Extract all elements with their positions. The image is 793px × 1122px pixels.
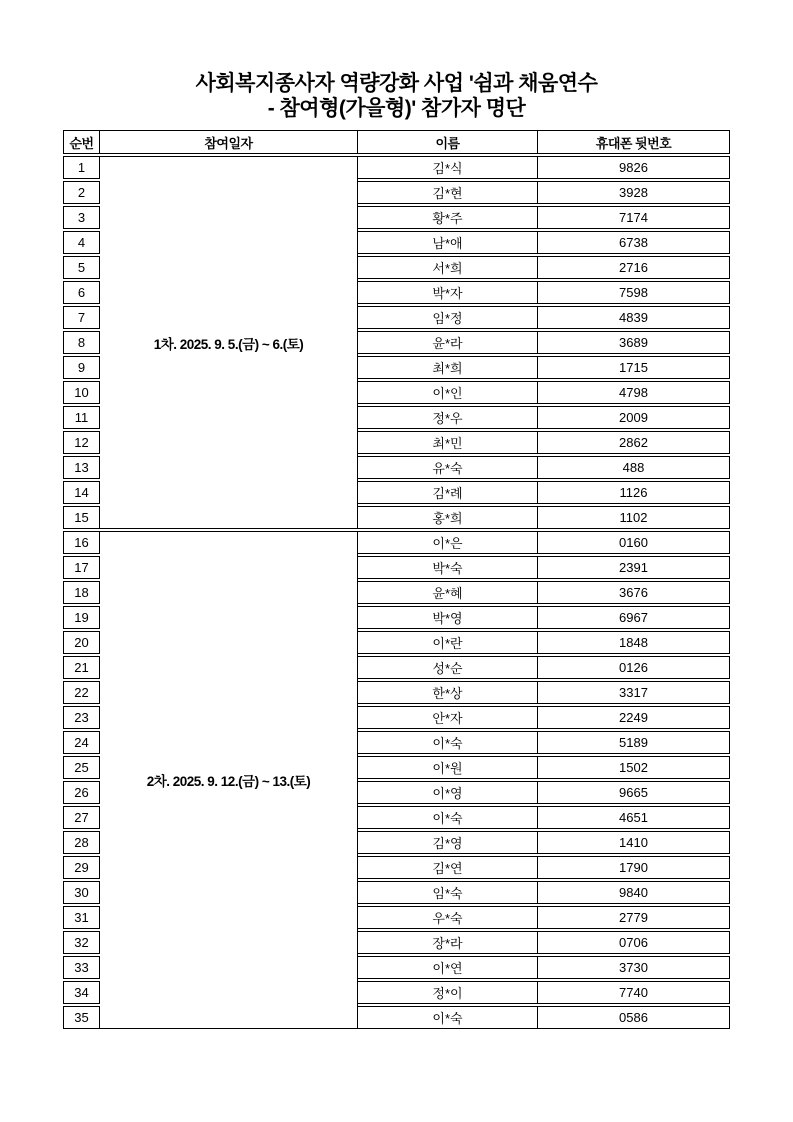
participant-name: 박*영 (358, 606, 538, 629)
participant-phone: 7740 (538, 981, 730, 1004)
row-number: 13 (63, 456, 100, 479)
row-number: 6 (63, 281, 100, 304)
participants-table (63, 128, 730, 1031)
participant-name: 성*순 (358, 656, 538, 679)
participant-phone: 9826 (538, 156, 730, 179)
row-number: 17 (63, 556, 100, 579)
participant-name: 정*우 (358, 406, 538, 429)
participant-phone: 0160 (538, 531, 730, 554)
participant-phone: 1410 (538, 831, 730, 854)
participant-name: 임*정 (358, 306, 538, 329)
participant-phone: 9665 (538, 781, 730, 804)
row-number: 26 (63, 781, 100, 804)
participant-name: 임*숙 (358, 881, 538, 904)
participant-name: 홍*희 (358, 506, 538, 529)
session-date-cell: 1차. 2025. 9. 5.(금) ~ 6.(토) (100, 156, 358, 529)
participant-name: 윤*혜 (358, 581, 538, 604)
participant-phone: 3928 (538, 181, 730, 204)
header-name: 이름 (358, 130, 538, 154)
participant-phone: 2249 (538, 706, 730, 729)
row-number: 34 (63, 981, 100, 1004)
row-number: 8 (63, 331, 100, 354)
participant-name: 서*희 (358, 256, 538, 279)
participant-name: 이*영 (358, 781, 538, 804)
row-number: 12 (63, 431, 100, 454)
page-title-line1: 사회복지종사자 역량강화 사업 '쉼과 채움연수 (195, 72, 598, 95)
participant-name: 장*라 (358, 931, 538, 954)
participant-name: 안*자 (358, 706, 538, 729)
participant-name: 최*희 (358, 356, 538, 379)
table-row (63, 156, 730, 179)
participant-phone: 2009 (538, 406, 730, 429)
participant-name: 이*은 (358, 531, 538, 554)
participant-phone: 3317 (538, 681, 730, 704)
row-number: 29 (63, 856, 100, 879)
participant-phone: 6738 (538, 231, 730, 254)
participant-phone: 1848 (538, 631, 730, 654)
row-number: 2 (63, 181, 100, 204)
participant-phone: 0586 (538, 1006, 730, 1029)
participant-name: 유*숙 (358, 456, 538, 479)
participant-phone: 7174 (538, 206, 730, 229)
participant-phone: 488 (538, 456, 730, 479)
page-title (0, 0, 793, 121)
row-number: 22 (63, 681, 100, 704)
participant-name: 김*영 (358, 831, 538, 854)
participant-name: 정*이 (358, 981, 538, 1004)
participant-phone: 4839 (538, 306, 730, 329)
session-date-cell: 2차. 2025. 9. 12.(금) ~ 13.(토) (100, 531, 358, 1029)
row-number: 33 (63, 956, 100, 979)
participant-name: 박*자 (358, 281, 538, 304)
participant-phone: 9840 (538, 881, 730, 904)
row-number: 35 (63, 1006, 100, 1029)
participant-name: 김*현 (358, 181, 538, 204)
participant-name: 이*숙 (358, 731, 538, 754)
participant-name: 최*민 (358, 431, 538, 454)
header-phone: 휴대폰 뒷번호 (538, 130, 730, 154)
participant-phone: 2391 (538, 556, 730, 579)
row-number: 7 (63, 306, 100, 329)
participant-phone: 1102 (538, 506, 730, 529)
participant-phone: 1126 (538, 481, 730, 504)
participant-phone: 3676 (538, 581, 730, 604)
header-date: 참여일자 (100, 130, 358, 154)
page-title-line2: - 참여형(가을형)' 참가자 명단 (267, 97, 526, 120)
row-number: 14 (63, 481, 100, 504)
participant-phone: 2862 (538, 431, 730, 454)
participant-name: 한*상 (358, 681, 538, 704)
participant-name: 이*란 (358, 631, 538, 654)
row-number: 10 (63, 381, 100, 404)
participant-phone: 6967 (538, 606, 730, 629)
row-number: 4 (63, 231, 100, 254)
table-header-row (63, 130, 730, 154)
row-number: 18 (63, 581, 100, 604)
row-number: 23 (63, 706, 100, 729)
row-number: 21 (63, 656, 100, 679)
participant-phone: 4651 (538, 806, 730, 829)
row-number: 24 (63, 731, 100, 754)
participant-phone: 2716 (538, 256, 730, 279)
participant-name: 남*애 (358, 231, 538, 254)
row-number: 31 (63, 906, 100, 929)
participant-name: 김*식 (358, 156, 538, 179)
participant-name: 이*인 (358, 381, 538, 404)
participant-phone: 1502 (538, 756, 730, 779)
row-number: 20 (63, 631, 100, 654)
row-number: 15 (63, 506, 100, 529)
row-number: 28 (63, 831, 100, 854)
row-number: 1 (63, 156, 100, 179)
participant-name: 이*원 (358, 756, 538, 779)
participant-name: 박*숙 (358, 556, 538, 579)
participant-phone: 3689 (538, 331, 730, 354)
participant-phone: 7598 (538, 281, 730, 304)
row-number: 32 (63, 931, 100, 954)
row-number: 30 (63, 881, 100, 904)
row-number: 27 (63, 806, 100, 829)
participant-phone: 4798 (538, 381, 730, 404)
row-number: 19 (63, 606, 100, 629)
participant-phone: 1715 (538, 356, 730, 379)
participant-name: 황*주 (358, 206, 538, 229)
participant-phone: 3730 (538, 956, 730, 979)
table-row (63, 531, 730, 554)
header-no: 순번 (63, 130, 100, 154)
row-number: 11 (63, 406, 100, 429)
row-number: 5 (63, 256, 100, 279)
participant-phone: 2779 (538, 906, 730, 929)
row-number: 3 (63, 206, 100, 229)
row-number: 25 (63, 756, 100, 779)
participant-name: 우*숙 (358, 906, 538, 929)
roster-body (63, 156, 730, 1029)
participant-phone: 1790 (538, 856, 730, 879)
participant-name: 이*숙 (358, 806, 538, 829)
participant-name: 이*연 (358, 956, 538, 979)
row-number: 16 (63, 531, 100, 554)
participant-name: 윤*라 (358, 331, 538, 354)
participant-name: 김*연 (358, 856, 538, 879)
participant-name: 이*숙 (358, 1006, 538, 1029)
participant-phone: 0706 (538, 931, 730, 954)
participant-phone: 5189 (538, 731, 730, 754)
participant-phone: 0126 (538, 656, 730, 679)
participant-name: 김*례 (358, 481, 538, 504)
row-number: 9 (63, 356, 100, 379)
